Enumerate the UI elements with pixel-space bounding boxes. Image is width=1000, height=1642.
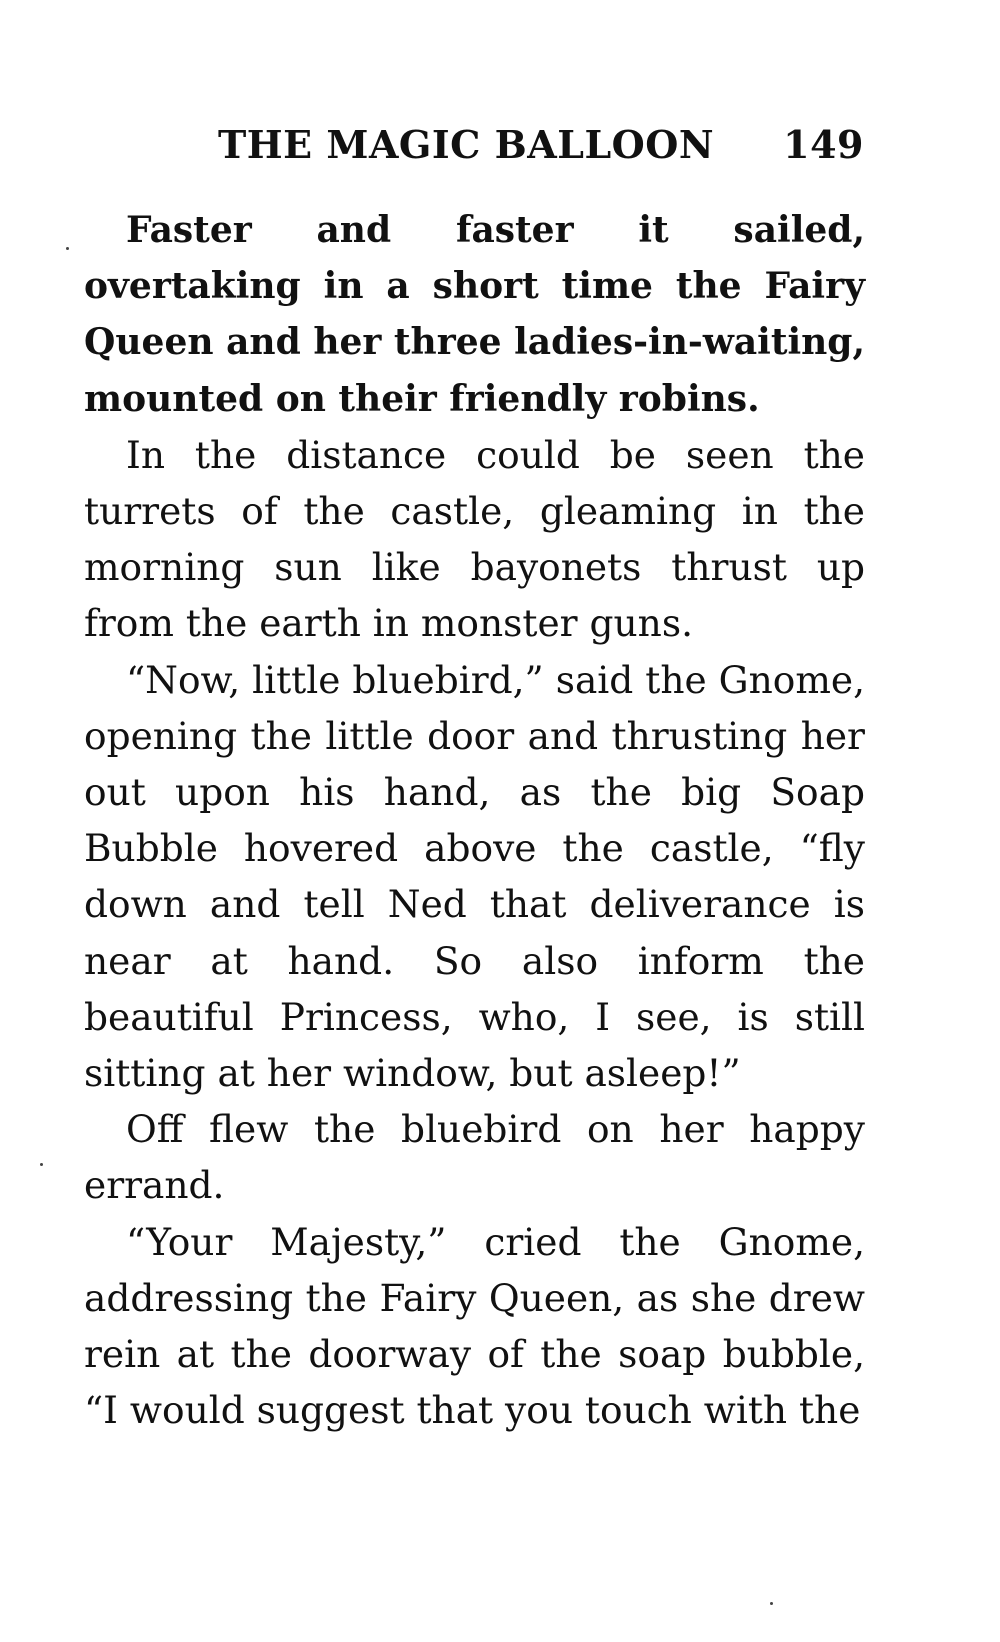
running-header [218,122,864,182]
running-title: THE MAGIC BALLOON [218,122,715,167]
paragraph: “Now, little bluebird,” said the Gnome, opening the little door and thrusting her out upon his hand, as the big Soap Bubble hovered above the castle, “fly down and tell Ned that deliverance is near at hand. So also inform the beautiful Princess, who, I see, is still sitting at her window, but asleep!” [84,657,865,1096]
paragraph: “Your Majesty,” cried the Gnome, addressing the Fairy Queen, as she drew rein at the doorway of the soap bubble, “I would suggest that you touch with the [84,1219,865,1433]
scan-speck [40,1163,43,1166]
scan-speck [770,1602,773,1605]
paragraph: In the distance could be seen the turrets of the castle, gleaming in the morning sun like bayonets thrust up from the earth in monster guns. [84,432,865,646]
page-number: 149 [783,122,864,167]
paragraph: Faster and faster it sailed, overtaking in a short time the Fairy Queen and her three ladies-in-waiting, mounted on their friendly robins. [84,209,865,420]
paragraph: Off flew the bluebird on her happy errand. [84,1107,865,1208]
body-text [84,202,865,1438]
scan-speck [66,247,69,250]
